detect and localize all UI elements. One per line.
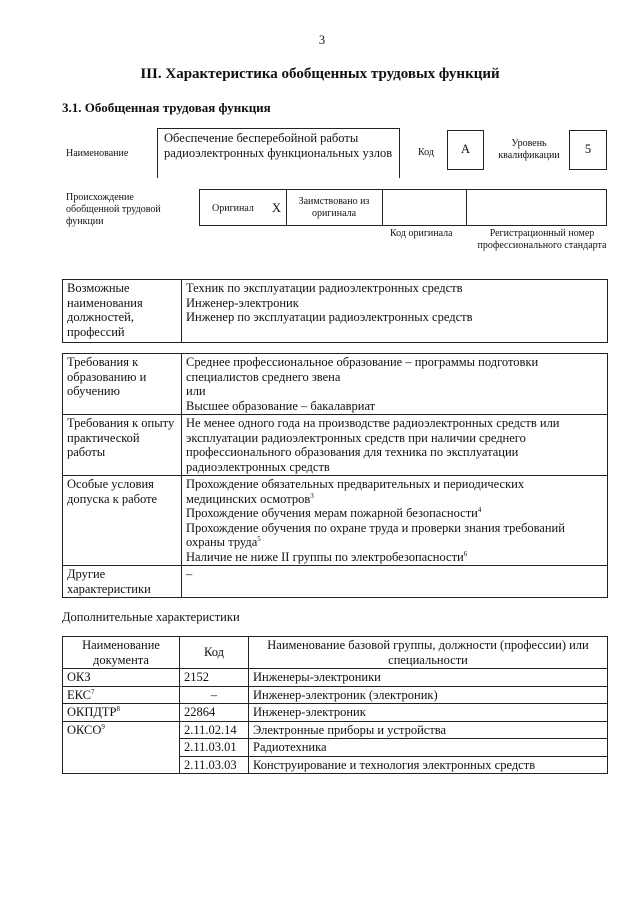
divider (382, 190, 383, 225)
code-box (447, 130, 484, 170)
origin-row (199, 189, 607, 226)
text-line: эксплуатации радиоэлектронных средств при наличии среднего (186, 430, 526, 445)
table-row (63, 566, 608, 598)
text-line: Прохождение обучения по охране труда и проверки знания требований (186, 520, 565, 535)
additional-title: Дополнительные характеристики (62, 610, 240, 624)
page-number: 3 (318, 33, 326, 47)
level-label: Уровень квалификации (498, 138, 560, 161)
experience-value (182, 415, 608, 476)
code-cell: 2.11.03.03 (180, 756, 249, 774)
education-value (182, 354, 608, 415)
education-label: Требования к образованию и обучению (63, 354, 182, 415)
experience-label: Требования к опыту практической работы (63, 415, 182, 476)
code-label: Код (418, 147, 434, 158)
name-cell: Радиотехника (249, 739, 608, 757)
name-cell: Инженер-электроник (электроник) (249, 686, 608, 704)
text-line: Высшее образование – бакалавриат (186, 398, 376, 413)
positions-list (182, 280, 608, 343)
additional-table (62, 636, 608, 774)
name-cell: Инженер-электроник (249, 704, 608, 722)
text-line: профессионального образования для техника по эксплуатации (186, 445, 519, 459)
original-mark: X (272, 201, 282, 215)
text-line: специалистов среднего звена (186, 369, 341, 384)
doc-cell: ОКЗ (63, 669, 180, 687)
requirements-table (62, 353, 608, 598)
positions-label: Возможные наименования должностей, профессий (63, 280, 182, 343)
text-line: или (186, 384, 206, 398)
name-cell: Инженеры-электроники (249, 669, 608, 687)
other-value: – (182, 566, 608, 598)
name-label: Наименование (66, 148, 129, 159)
table-row (63, 637, 608, 669)
name-cell: Электронные приборы и устройства (249, 721, 608, 739)
section-title: III. Характеристика обобщенных трудовых функций (140, 66, 500, 82)
code-cell: – (180, 686, 249, 704)
table-row (63, 415, 608, 476)
name-cell: Конструирование и технология электронных средств (249, 756, 608, 774)
code-cell: 2152 (180, 669, 249, 687)
text-line: медицинских осмотров$^3$ (186, 491, 314, 506)
divider (466, 190, 467, 225)
list-item: Инженер по эксплуатации радиоэлектронных средств (186, 310, 473, 324)
code-original-caption: Код оригинала (390, 228, 453, 239)
col-name-header: Наименование базовой группы, должности (профессии) или специальности (249, 637, 608, 669)
table-row (63, 686, 608, 704)
list-item: Техник по эксплуатации радиоэлектронных средств (186, 281, 463, 295)
positions-table (62, 279, 608, 343)
divider (286, 190, 287, 225)
reg-number-caption: Регистрационный номер профессионального стандарта (477, 228, 607, 251)
doc-cell: ОКПДТР$^8$ (63, 704, 180, 722)
other-label: Другие характеристики (63, 566, 182, 598)
function-name-box (157, 128, 400, 178)
doc-cell: ОКСО$^9$ (63, 721, 180, 774)
subsection-title: 3.1. Обобщенная трудовая функция (62, 100, 271, 115)
table-row (63, 476, 608, 566)
doc-cell: ЕКС$^7$ (63, 686, 180, 704)
table-row (63, 704, 608, 722)
table-row (63, 669, 608, 687)
borrowed-label: Заимствовано из оригинала (298, 196, 370, 219)
text-line: радиоэлектронных средств (186, 459, 330, 474)
code-cell: 2.11.02.14 (180, 721, 249, 739)
col-code-header: Код (180, 637, 249, 669)
list-item: Инженер-электроник (186, 295, 299, 310)
origin-label: Происхождение обобщенной трудовой функции (66, 192, 161, 227)
text-line: Среднее профессиональное образование – программы подготовки (186, 355, 539, 369)
text-line: Наличие не ниже II группы по электробезопасности$^6$ (186, 549, 468, 564)
col-doc-header: Наименование документа (63, 637, 180, 669)
original-label: Оригинал (212, 203, 254, 214)
text-line: Прохождение обязательных предварительных и периодических (186, 477, 525, 491)
table-row (63, 280, 608, 343)
table-row (63, 354, 608, 415)
table-row (63, 721, 608, 739)
code-value: А (460, 142, 471, 156)
function-name: Обеспечение бесперебойной работы радиоэлектронных функциональных узлов (164, 131, 393, 160)
admission-label: Особые условия допуска к работе (63, 476, 182, 566)
text-line: Прохождение обучения мерам пожарной безопасности$^4$ (186, 505, 482, 520)
text-line: Не менее одного года на производстве радиоэлектронных средств или (186, 416, 560, 430)
admission-value (182, 476, 608, 566)
code-cell: 22864 (180, 704, 249, 722)
level-box (569, 130, 607, 170)
text-line: охраны труда$^5$ (186, 534, 261, 549)
code-cell: 2.11.03.01 (180, 739, 249, 757)
level-value: 5 (584, 142, 592, 156)
